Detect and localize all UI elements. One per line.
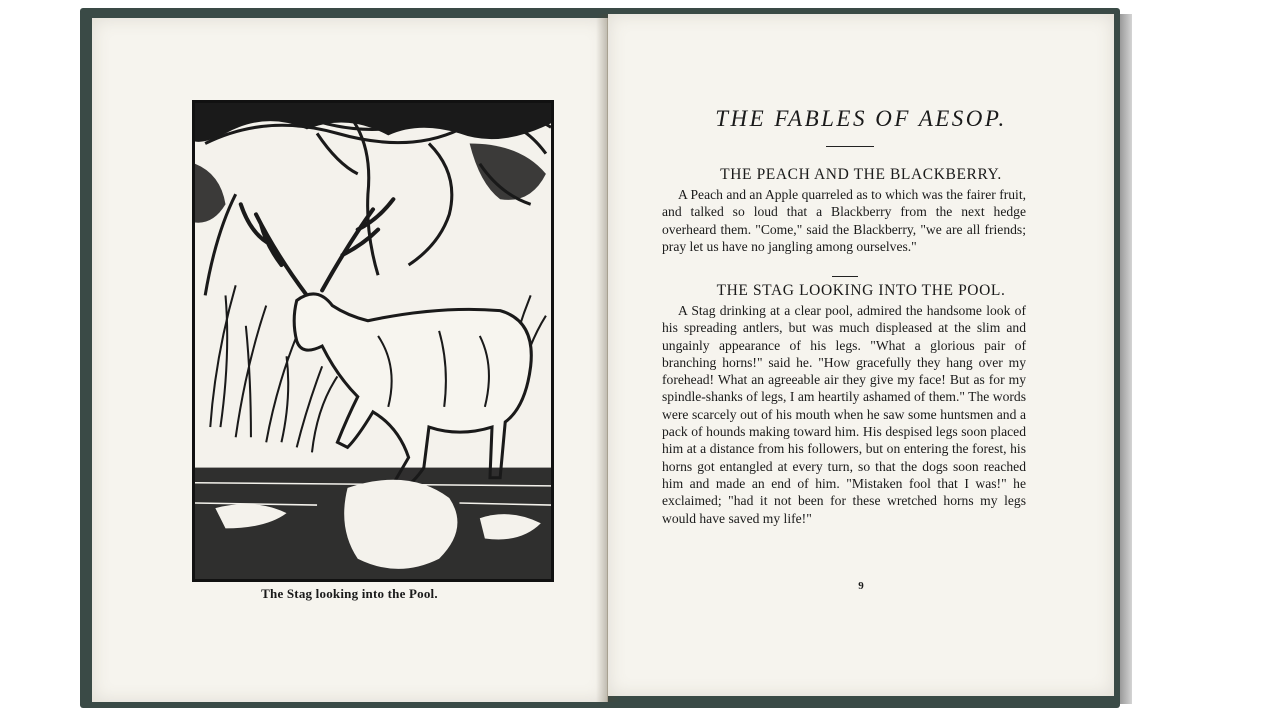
fable-text-stag-pool: [662, 302, 1026, 527]
right-page: [608, 14, 1114, 696]
page-number: 9: [858, 580, 864, 592]
fable-paragraph: A Stag drinking at a clear pool, admired the handsome look of his spreading antlers, but was much displeased at the slim and ungainly appearance of his legs. "What a glorious pair of branching horns!" said he. "How gracefully they hang over my forehead! What an agreeable air they give my face! But as for my spindle-shanks of legs, I am heartily ashamed of them." The words were scarcely out of his mouth when he saw some huntsmen and a pack of hounds making toward him. His despised legs soon placed him at a distance from his followers, but on entering the forest, his horns got entangled at every turn, so that the dogs soon reached him and made an end of him. "Mistaken fool that I was!" he exclaimed; "had it not been for these wretched horns my legs would have saved my life!": [662, 303, 1026, 526]
fable-title-peach-blackberry: THE PEACH AND THE BLACKBERRY.: [720, 166, 1002, 183]
fable-paragraph: A Peach and an Apple quarreled as to which was the fairer fruit, and talked so loud that a Blackberry from the next hedge overheard them. "Come," said the Blackberry, "we are all friends; pray let us have no jangling among ourselves.": [662, 187, 1026, 254]
fable-separator: [832, 276, 858, 277]
stag-engraving: [195, 103, 551, 579]
illustration-caption: The Stag looking into the Pool.: [261, 586, 438, 601]
left-page: [92, 18, 608, 702]
fable-title-stag-pool: THE STAG LOOKING INTO THE POOL.: [716, 282, 1006, 299]
stag-illustration: [192, 100, 554, 582]
book-title: THE FABLES OF AESOP.: [715, 106, 1007, 131]
title-rule: [826, 146, 874, 147]
fable-text-peach-blackberry: [662, 186, 1026, 255]
